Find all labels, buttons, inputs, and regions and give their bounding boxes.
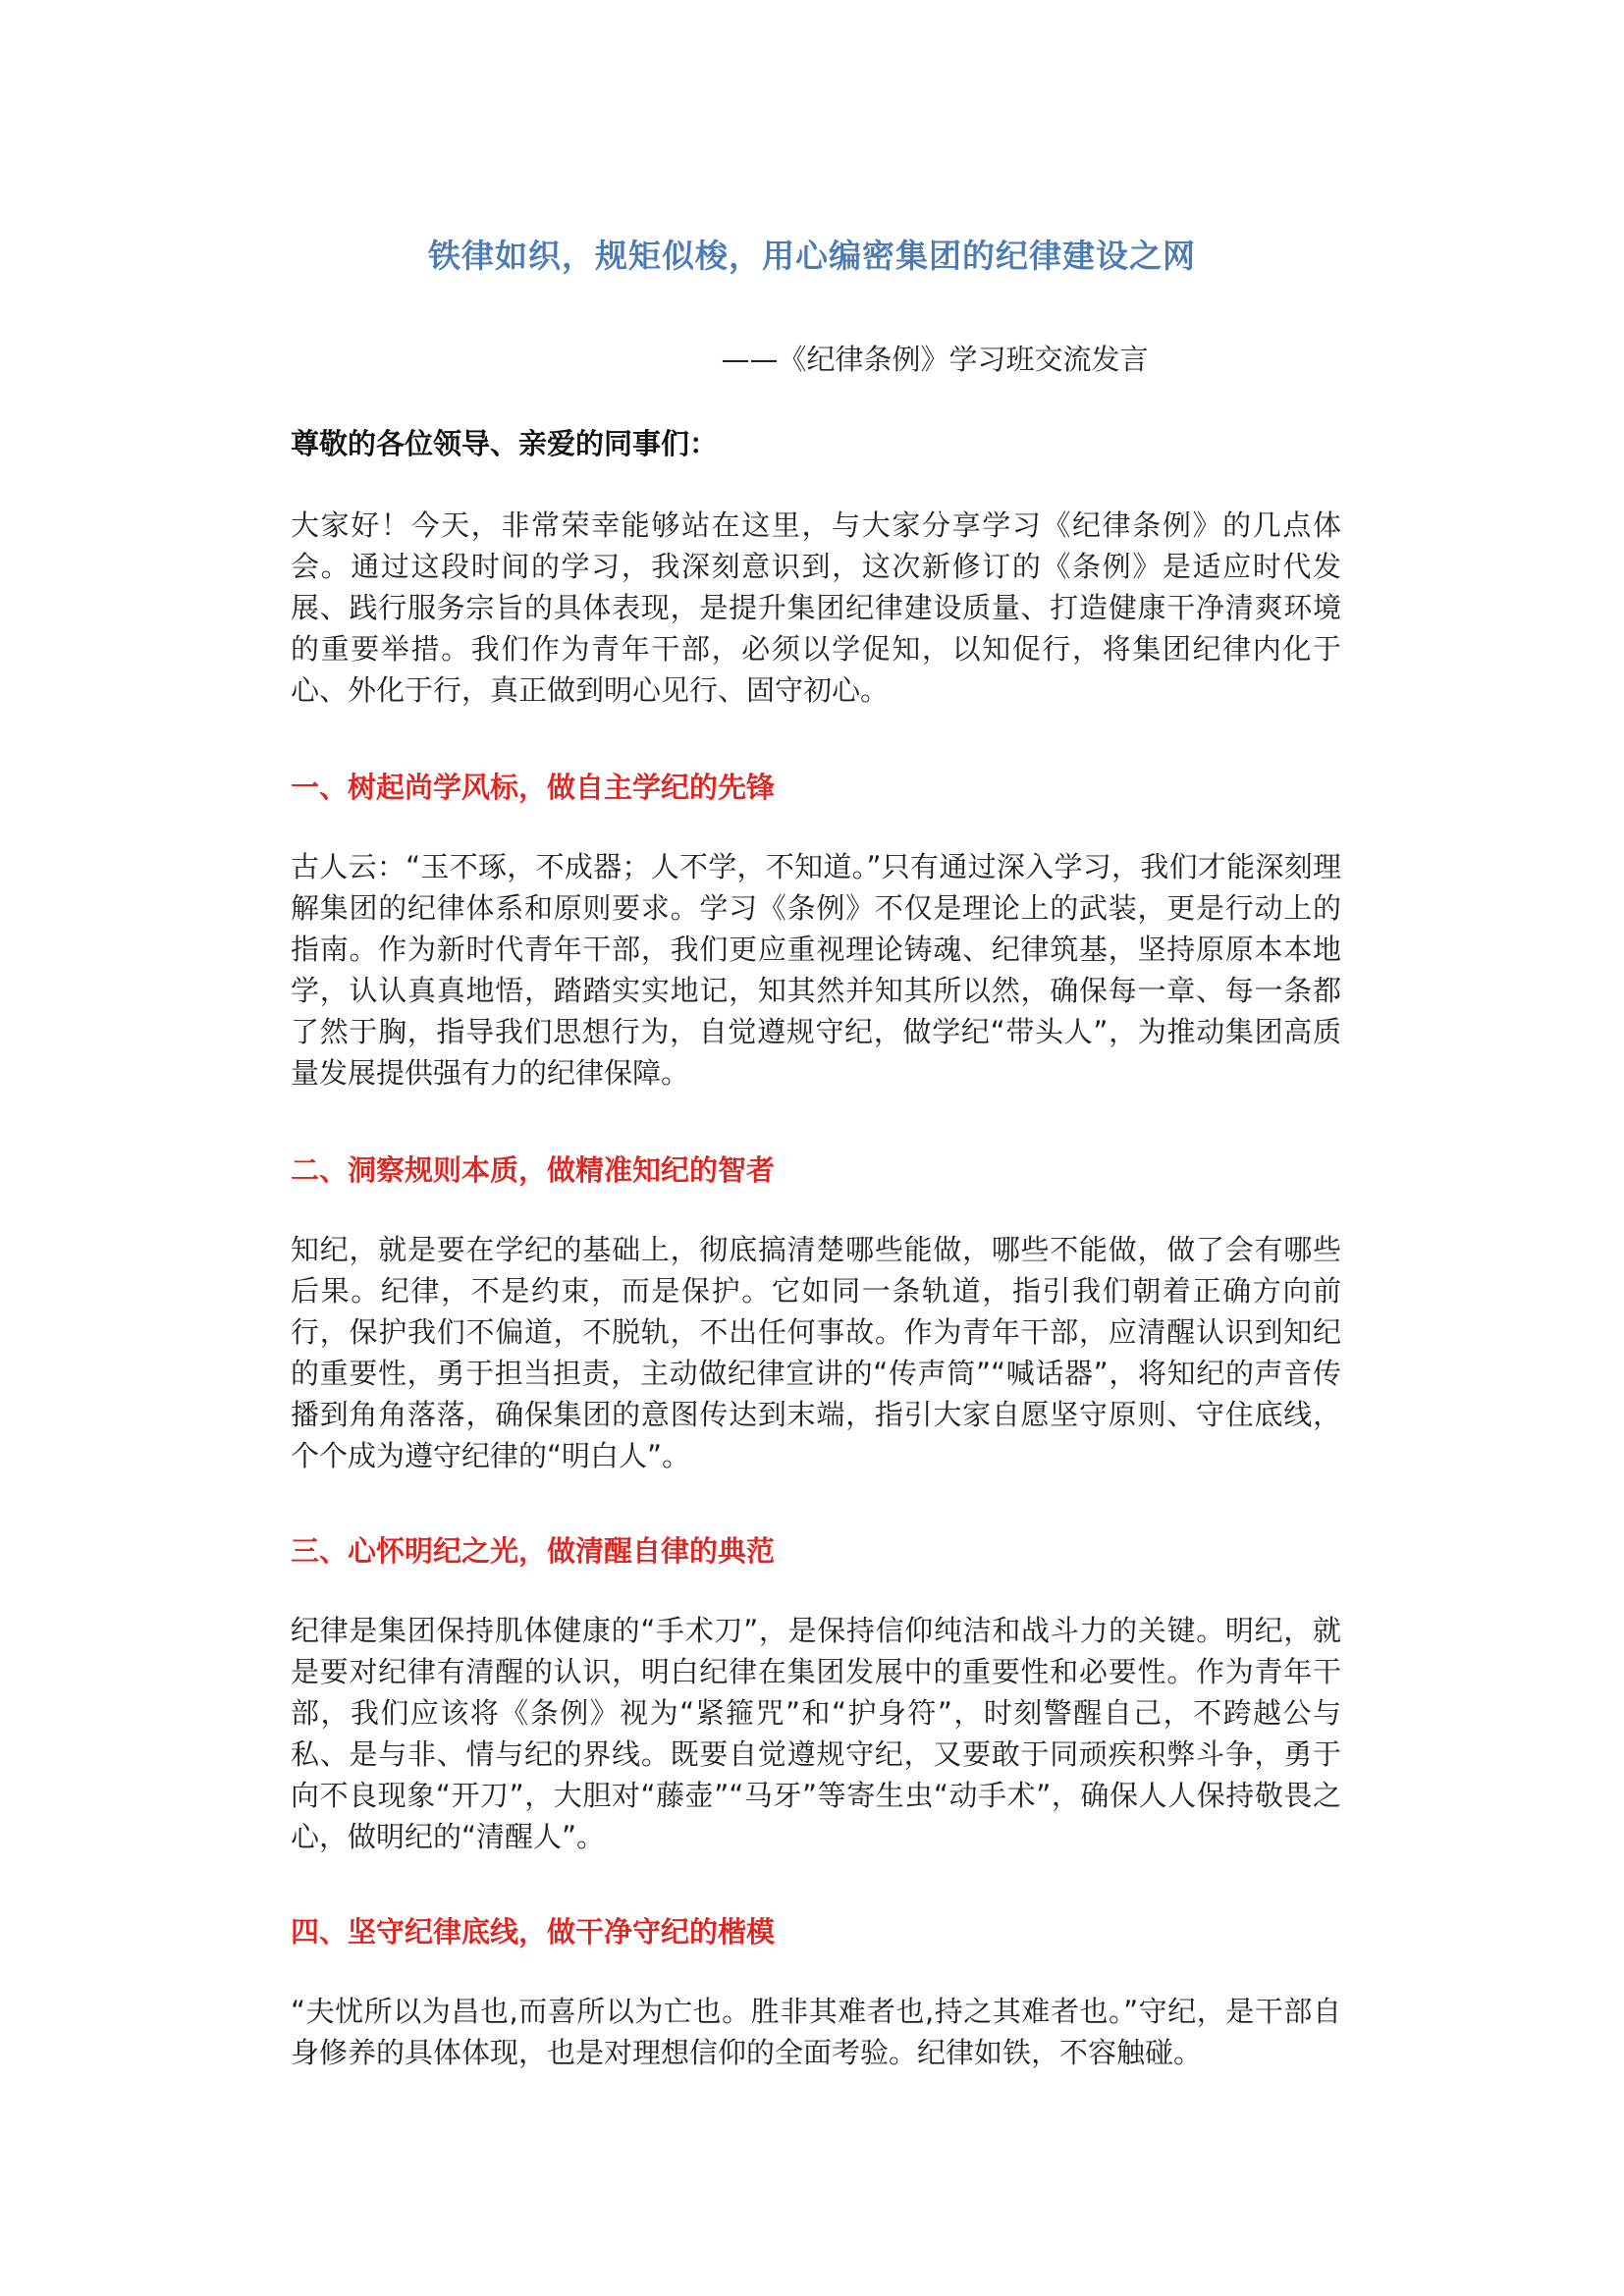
document-subtitle (0, 338, 1624, 381)
intro-paragraph: 大家好！今天，非常荣幸能够站在这里，与大家分享学习《纪律条例》的几点体会。通过这段时间的学习，我深刻意识到，这次新修订的《条例》是适应时代发展、践行服务宗旨的具体表现，是提升集团纪律建设质量、打造健康干净清爽环境的重要举措。我们作为青年干部，必须以学促知，以知促行，将集团纪律内化于心、外化于行，真正做到明心见行、固守初心。 (291, 508, 1341, 707)
section-body-3: 纪律是集团保持肌体健康的“手术刀”，是保持信仰纯洁和战斗力的关键。明纪，就是要对纪律有清醒的认识，明白纪律在集团发展中的重要性和必要性。作为青年干部，我们应该将《条例》视为“紧箍咒”和“护身符”，时刻警醒自己，不跨越公与私、是与非、情与纪的界线。既要自觉遵规守纪，又要敢于同顽疾积弊斗争，勇于向不良现象“开刀”，大胆对“藤壶”“马牙”等寄生虫“动手术”，确保人人保持敬畏之心，做明纪的“清醒人”。 (291, 1614, 1341, 1853)
subtitle-text: ——《纪律条例》学习班交流发言 (721, 343, 1149, 376)
document-title: 铁律如织，规矩似梭，用心编密集团的纪律建设之网 (428, 237, 1196, 275)
section-heading-2: 二、洞察规则本质，做精准知纪的智者 (291, 1153, 776, 1187)
salutation: 尊敬的各位领导、亲爱的同事们： (291, 427, 719, 460)
section-heading-1: 一、树起尚学风标，做自主学纪的先锋 (291, 771, 776, 804)
section-body-4: “夫忧所以为昌也,而喜所以为亡也。胜非其难者也,持之其难者也。”守纪，是干部自身修养的具体体现，也是对理想信仰的全面考验。纪律如铁，不容触碰。 (291, 1995, 1341, 2069)
section-body-2: 知纪，就是要在学纪的基础上，彻底搞清楚哪些能做，哪些不能做，做了会有哪些后果。纪律，不是约束，而是保护。它如同一条轨道，指引我们朝着正确方向前行，保护我们不偏道，不脱轨，不出任何事故。作为青年干部，应清醒认识到知纪的重要性，勇于担当担责，主动做纪律宣讲的“传声筒”“喊话器”，将知纪的声音传播到角角落落，确保集团的意图传达到末端，指引大家自愿坚守原则、守住底线，个个成为遵守纪律的“明白人”。 (291, 1233, 1341, 1472)
section-heading-4: 四、坚守纪律底线，做干净守纪的楷模 (291, 1915, 776, 1949)
section-body-1: 古人云：“玉不琢，不成器；人不学，不知道。”只有通过深入学习，我们才能深刻理解集团的纪律体系和原则要求。学习《条例》不仅是理论上的武装，更是行动上的指南。作为新时代青年干部，我们更应重视理论铸魂、纪律筑基，坚持原原本本地学，认认真真地悟，踏踏实实地记，知其然并知其所以然，确保每一章、每一条都了然于胸，指导我们思想行为，自觉遵规守纪，做学纪“带头人”，为推动集团高质量发展提供强有力的纪律保障。 (291, 850, 1341, 1090)
section-heading-3: 三、心怀明纪之光，做清醒自律的典范 (291, 1534, 776, 1568)
